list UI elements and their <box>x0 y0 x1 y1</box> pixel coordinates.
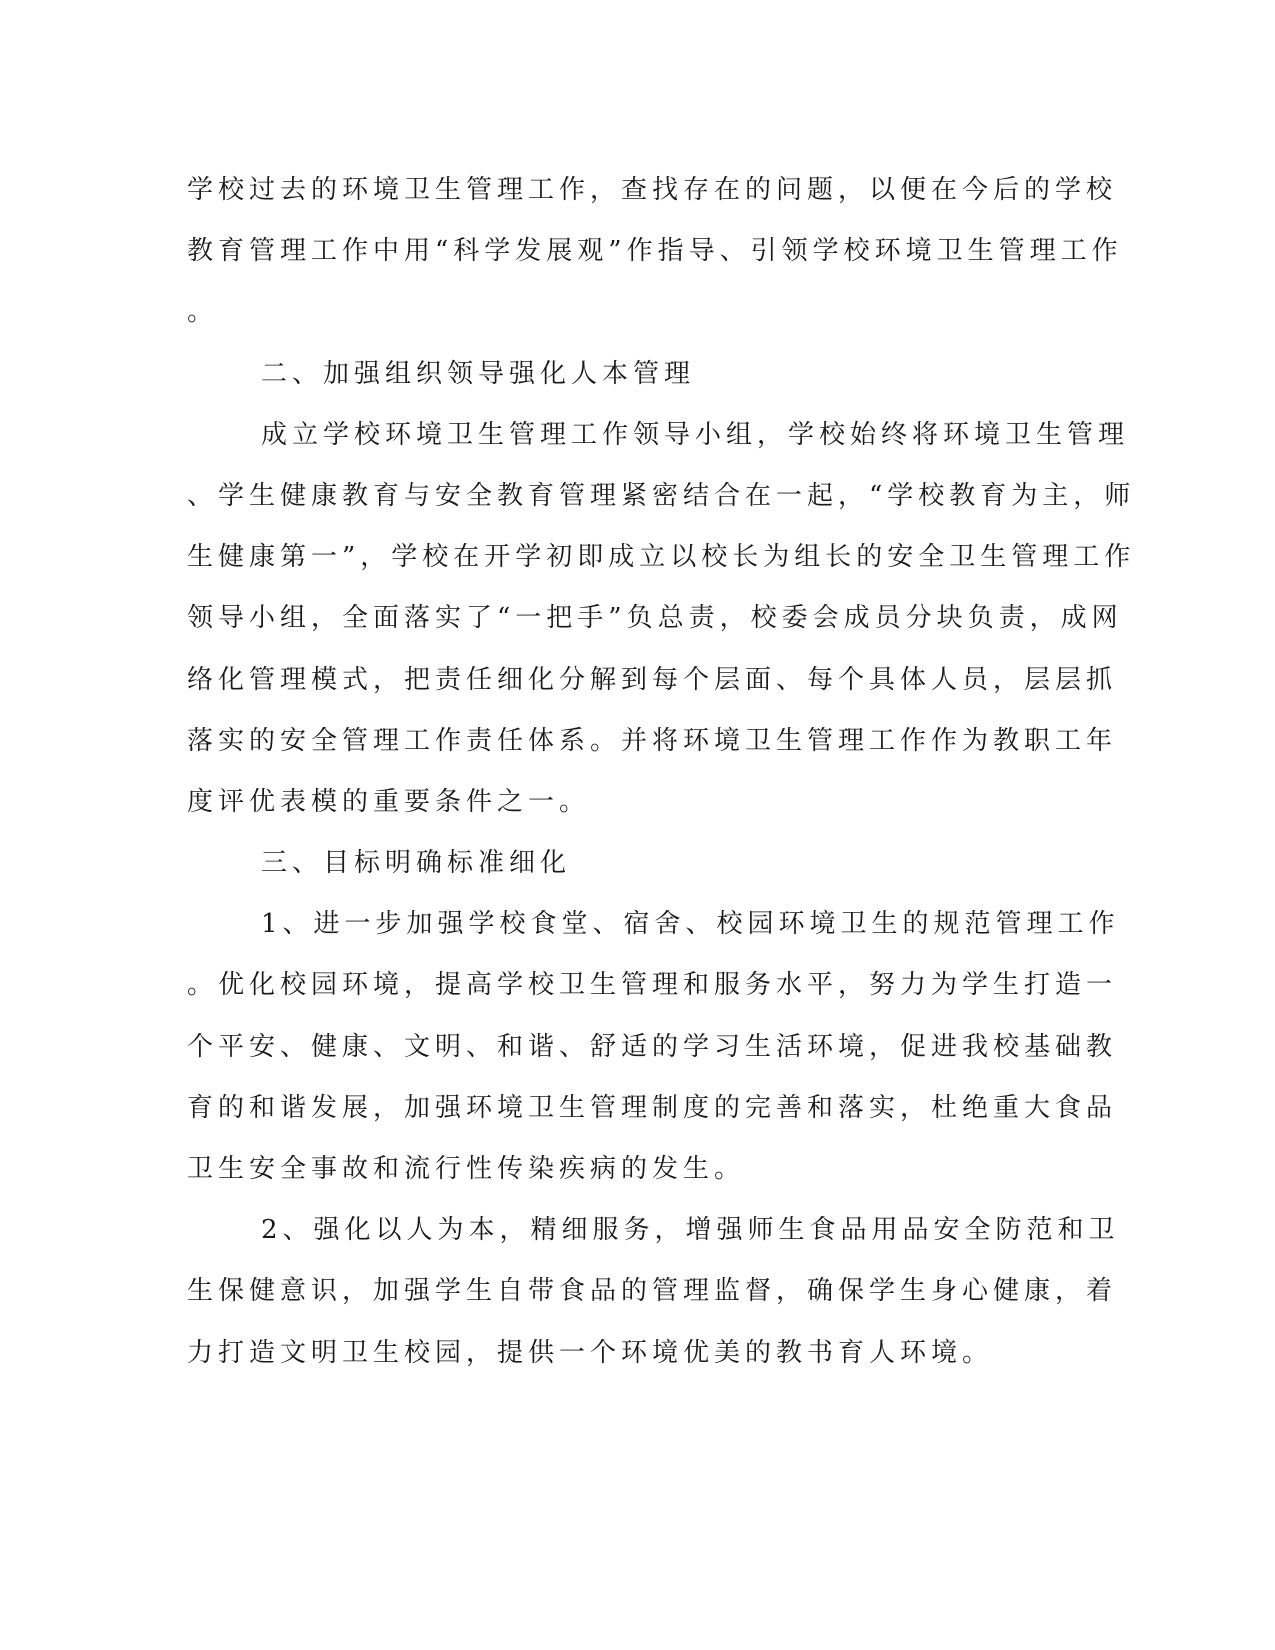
text-line: 育的和谐发展，加强环境卫生管理制度的完善和落实，杜绝重大食品 <box>187 1092 1118 1123</box>
text-line: 个平安、健康、文明、和谐、舒适的学习生活环境，促进我校基础教 <box>187 1031 1118 1062</box>
list-item-start: 1、进一步加强学校食堂、宿舍、校园环境卫生的规范管理工作 <box>261 909 1120 940</box>
text-line: 教育管理工作中用“科学发展观”作指导、引领学校环境卫生管理工作 <box>187 236 1123 267</box>
text-line: 生保健意识，加强学生自带食品的管理监督，确保学生身心健康，着 <box>187 1276 1118 1307</box>
list-item-start: 2、强化以人为本，精细服务，增强师生食品用品安全防范和卫 <box>261 1215 1120 1246</box>
text-line: 生健康第一”，学校在开学初即成立以校长为组长的安全卫生管理工作 <box>187 542 1136 573</box>
text-line: 度评优表模的重要条件之一。 <box>187 786 591 817</box>
text-line: 。 <box>187 297 219 328</box>
text-line: 学校过去的环境卫生管理工作，查找存在的问题，以便在今后的学校 <box>187 175 1118 205</box>
document-body <box>187 160 1136 1384</box>
text-line: 络化管理模式，把责任细化分解到每个层面、每个具体人员，层层抓 <box>187 664 1118 695</box>
text-line: 。优化校园环境，提高学校卫生管理和服务水平，努力为学生打造一 <box>187 970 1118 1001</box>
text-line: 落实的安全管理工作责任体系。并将环境卫生管理工作作为教职工年 <box>187 725 1118 756</box>
section-heading: 三、目标明确标准细化 <box>261 848 572 879</box>
text-line: 力打造文明卫生校园，提供一个环境优美的教书育人环境。 <box>187 1337 994 1368</box>
text-line: 领导小组，全面落实了“一把手”负总责，校委会成员分块负责，成网 <box>187 603 1123 634</box>
section-heading: 二、加强组织领导强化人本管理 <box>261 358 696 389</box>
text-line: 、学生健康教育与安全教育管理紧密结合在一起，“学校教育为主，师 <box>187 480 1136 511</box>
paragraph-start: 成立学校环境卫生管理工作领导小组，学校始终将环境卫生管理 <box>261 419 1130 450</box>
text-line: 卫生安全事故和流行性传染疾病的发生。 <box>187 1154 746 1184</box>
